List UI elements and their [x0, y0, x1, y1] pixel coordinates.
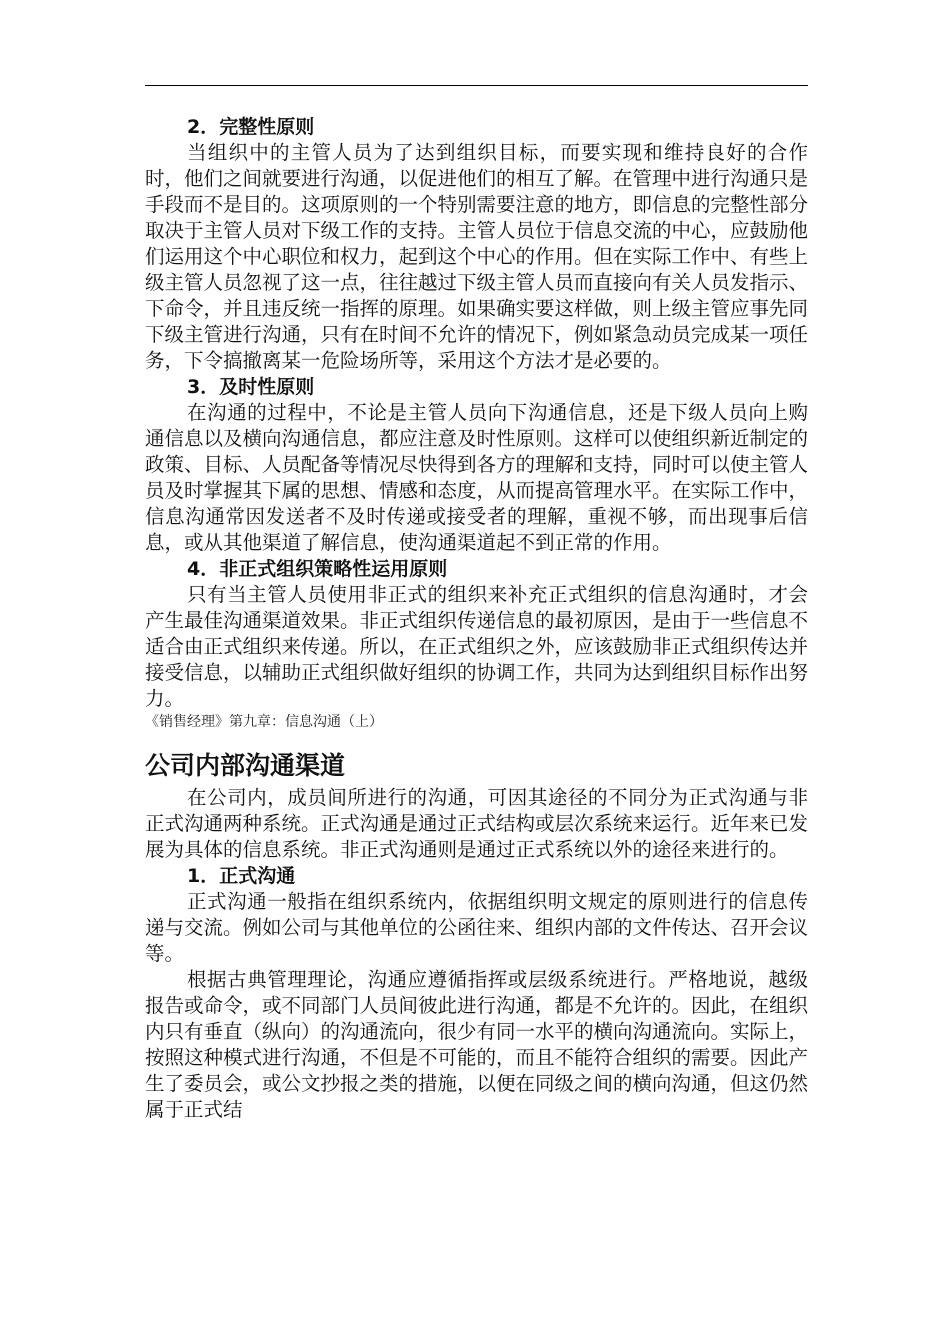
formal-paragraph-2: 根据古典管理理论，沟通应遵循指挥或层级系统进行。严格地说，越级报告或命令，或不同部门人员间彼此进行沟通，都是不允许的。因此，在组织内只有垂直（纵向）的沟通流向，很少有同一水平的横向沟通流向。实际上，按照这种模式进行沟通，不但是不可能的，而且不能符合组织的需要。因此产生了委员会，或公文抄报之类的措施，以便在同级之间的横向沟通，但这仍然属于正式结 — [145, 968, 809, 1121]
timeliness-paragraph: 在沟通的过程中，不论是主管人员向下沟通信息，还是下级人员向上购通信息以及横向沟通信息，都应注意及时性原则。这样可以使组织新近制定的政策、目标、人员配备等情况尽快得到各方的理解和支持，同时可以使主管人员及时掌握其下属的思想、情感和态度，从而提高管理水平。在实际工作中，信息沟通常因发送者不及时传递或接受者的理解，重视不够，而出现事后信息，或从其他渠道了解信息，使沟通渠道起不到正常的作用。 — [145, 401, 809, 554]
completeness-paragraph: 当组织中的主管人员为了达到组织目标，而要实现和维持良好的合作时，他们之间就要进行沟通，以促进他们的相互了解。在管理中进行沟通只是手段而不是目的。这项原则的一个特别需要注意的地方，即信息的完整性部分取决于主管人员对下级工作的支持。主管人员位于信息交流的中心，应鼓励他们运用这个中心职位和权力，起到这个中心的作用。但在实际工作中、有些上级主管人员忽视了这一点，往往越过下级主管人员而直接向有关人员发指示、下命令，并且违反统一指挥的原理。如果确实要这样做，则上级主管应事先同下级主管进行沟通，只有在时间不允许的情况下，例如紧急动员完成某一项任务，下令搞撤离某一危险场所等，采用这个方法才是必要的。 — [145, 141, 809, 372]
informal-paragraph: 只有当主管人员使用非正式的组织来补充正式组织的信息沟通时，才会产生最佳沟通渠道效果。非正式组织传递信息的最初原因，是由于一些信息不适合由正式组织来传递。所以，在正式组织之外，应该鼓励非正式组织传达并接受信息，以辅助正式组织做好组织的协调工作，共同为达到组织目标作出努力。 — [145, 583, 809, 710]
timeliness-heading: 3．及时性原则 — [187, 376, 315, 398]
header-rule — [145, 85, 808, 86]
formal-heading: 1．正式沟通 — [187, 865, 296, 887]
informal-heading: 4．非正式组织策略性运用原则 — [187, 558, 448, 580]
formal-paragraph-1: 正式沟通一般指在组织系统内，依据组织明文规定的原则进行的信息传递与交流。例如公司与其他单位的公函往来、组织内部的文件传达、召开会议等。 — [145, 890, 809, 965]
source-caption: 《销售经理》第九章：信息沟通（上） — [145, 714, 383, 730]
channels-intro-paragraph: 在公司内，成员间所进行的沟通，可因其途径的不同分为正式沟通与非正式沟通两种系统。正式沟通是通过正式结构或层次系统来运行。近年来已发展为具体的信息系统。非正式沟通则是通过正式系统以外的途径来进行的。 — [145, 786, 809, 861]
completeness-heading: 2．完整性原则 — [187, 116, 315, 138]
document-body — [145, 114, 808, 1123]
channels-title: 公司内部沟通渠道 — [145, 751, 346, 780]
